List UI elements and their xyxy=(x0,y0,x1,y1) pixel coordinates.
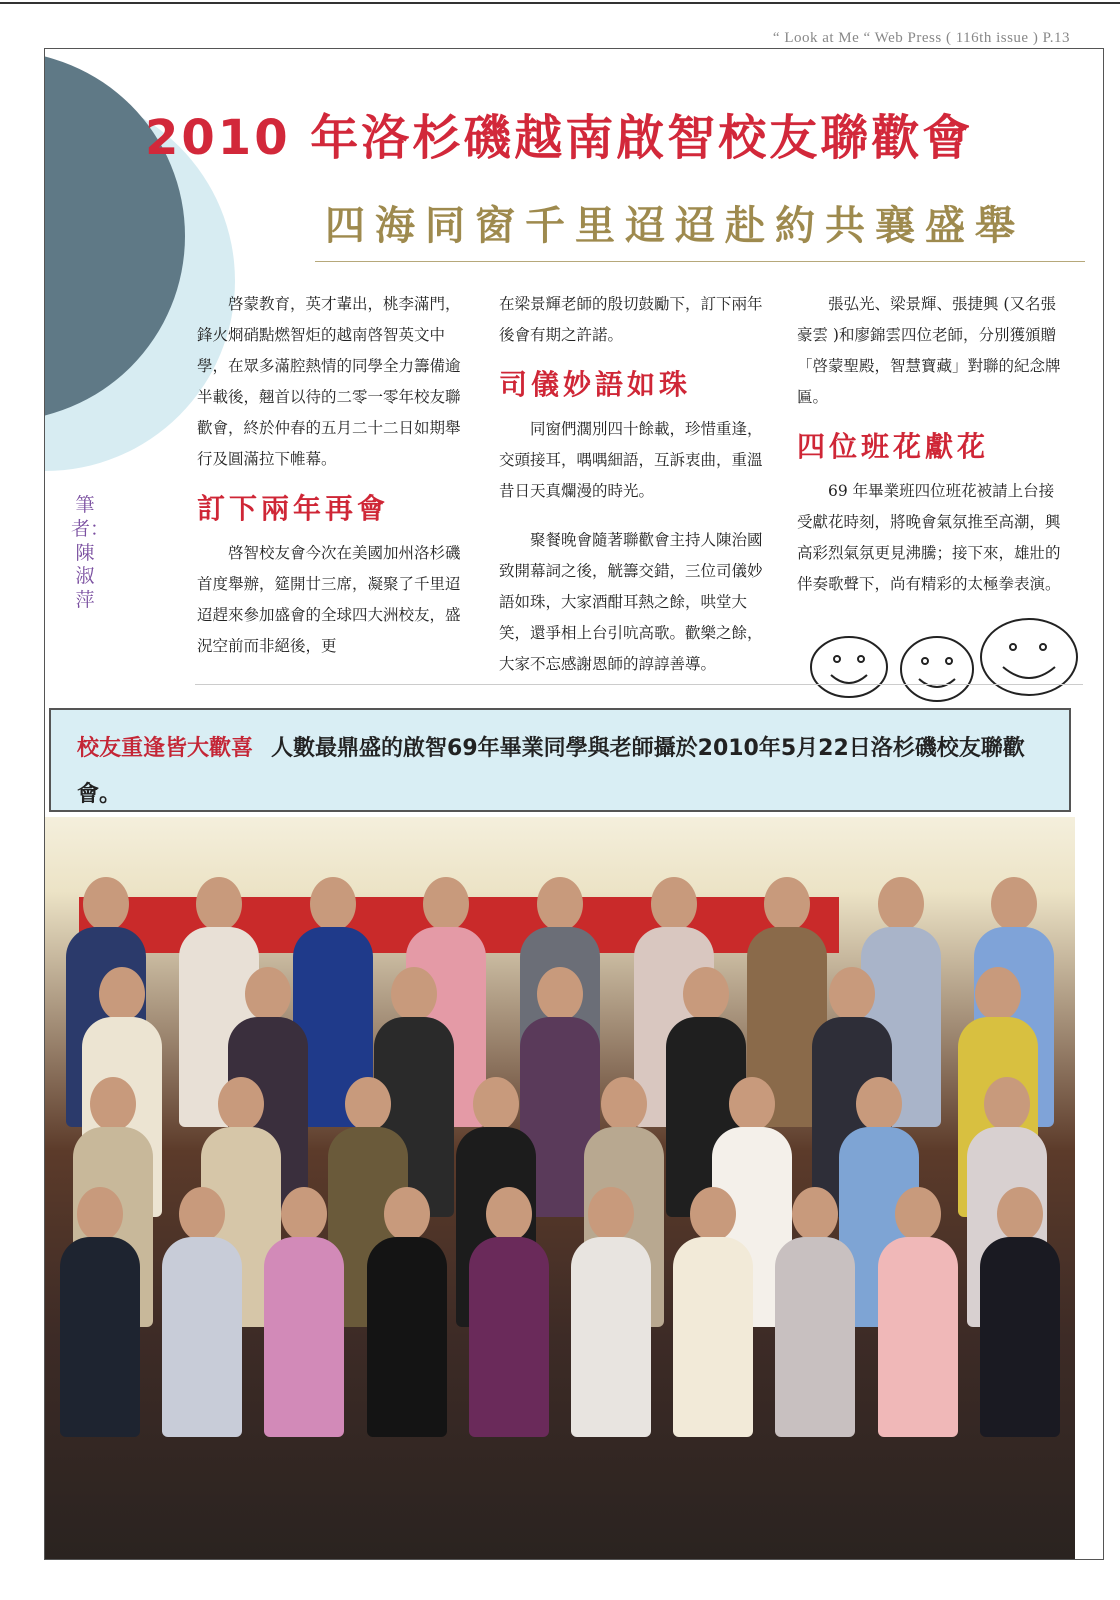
text-column-2 xyxy=(499,289,771,698)
caption-lead: 校友重逢皆大歡喜 xyxy=(77,736,254,761)
author-credit: 筆者：陳淑萍 xyxy=(71,494,110,611)
paragraph: 在梁景輝老師的殷切鼓勵下，訂下兩年後會有期之許諾。 xyxy=(499,295,763,344)
paragraph: 同窗們濶別四十餘載，珍惜重逢，交頭接耳，喁喁細語，互訴衷曲，重溫昔日天真爛漫的時光。 xyxy=(499,420,763,500)
article-subtitle: 四海同窗千里迢迢赴約共襄盛舉 xyxy=(325,203,1025,249)
text-column-3 xyxy=(797,289,1069,618)
group-photo xyxy=(45,817,1075,1559)
subtitle-divider xyxy=(315,261,1085,262)
smiley-face-icon xyxy=(811,637,887,697)
page-header: “ Look at Me “ Web Press ( 116th issue ) P.13 xyxy=(772,30,1070,46)
section-heading: 司儀妙語如珠 xyxy=(499,368,692,401)
section-heading: 訂下兩年再會 xyxy=(197,492,390,525)
article-title: 2010 年洛杉磯越南啟智校友聯歡會 xyxy=(145,110,974,166)
top-rule xyxy=(0,2,1120,4)
smileys-illustration xyxy=(807,609,1087,709)
paragraph: 69 年畢業班四位班花被請上台接受獻花時刻，將晚會氣氛推至高潮，興高彩烈氣氛更見沸騰；接下來，雄壯的伴奏歌聲下，尚有精彩的太極拳表演。 xyxy=(797,482,1061,593)
photo-row xyxy=(49,1187,1071,1437)
paragraph: 啓蒙教育，英才輩出，桃李滿門，鋒火烱硝點燃智炬的越南啓智英文中學，在眾多滿腔熱情的同學全力籌備逾半載後，翹首以待的二零一零年校友聯歡會，終於仲春的五月二十二日如期舉行及圓滿拉下帷幕。 xyxy=(197,295,461,468)
paragraph: 聚餐晚會隨著聯歡會主持人陳治國致開幕詞之後，觥籌交錯，三位司儀妙語如珠，大家酒酣耳熱之餘，哄堂大笑，還爭相上台引吭高歌。歡樂之餘，大家不忘感謝恩師的諄諄善導。 xyxy=(499,531,763,673)
paragraph: 啓智校友會今次在美國加州洛杉磯首度舉辦，筵開廿三席，凝聚了千里迢迢趕來參加盛會的全球四大洲校友，盛況空前而非絕後，更 xyxy=(197,544,461,655)
paragraph: 張弘光、梁景輝、張捷興 (又名張豪雲 )和廖錦雲四位老師，分別獲頒贈「啓蒙聖殿，智慧寶藏」對聯的紀念牌匾。 xyxy=(797,295,1061,406)
text-divider xyxy=(195,684,1083,685)
caption-text: 人數最鼎盛的啟智69年畢業同學與老師攝於2010年5月22日洛杉磯校友聯歡會。 xyxy=(77,736,1025,807)
smiley-face-icon xyxy=(901,637,973,701)
article-frame xyxy=(44,48,1104,1560)
photo-caption xyxy=(49,708,1071,812)
section-heading: 四位班花獻花 xyxy=(797,430,990,463)
text-column-1 xyxy=(197,289,469,680)
